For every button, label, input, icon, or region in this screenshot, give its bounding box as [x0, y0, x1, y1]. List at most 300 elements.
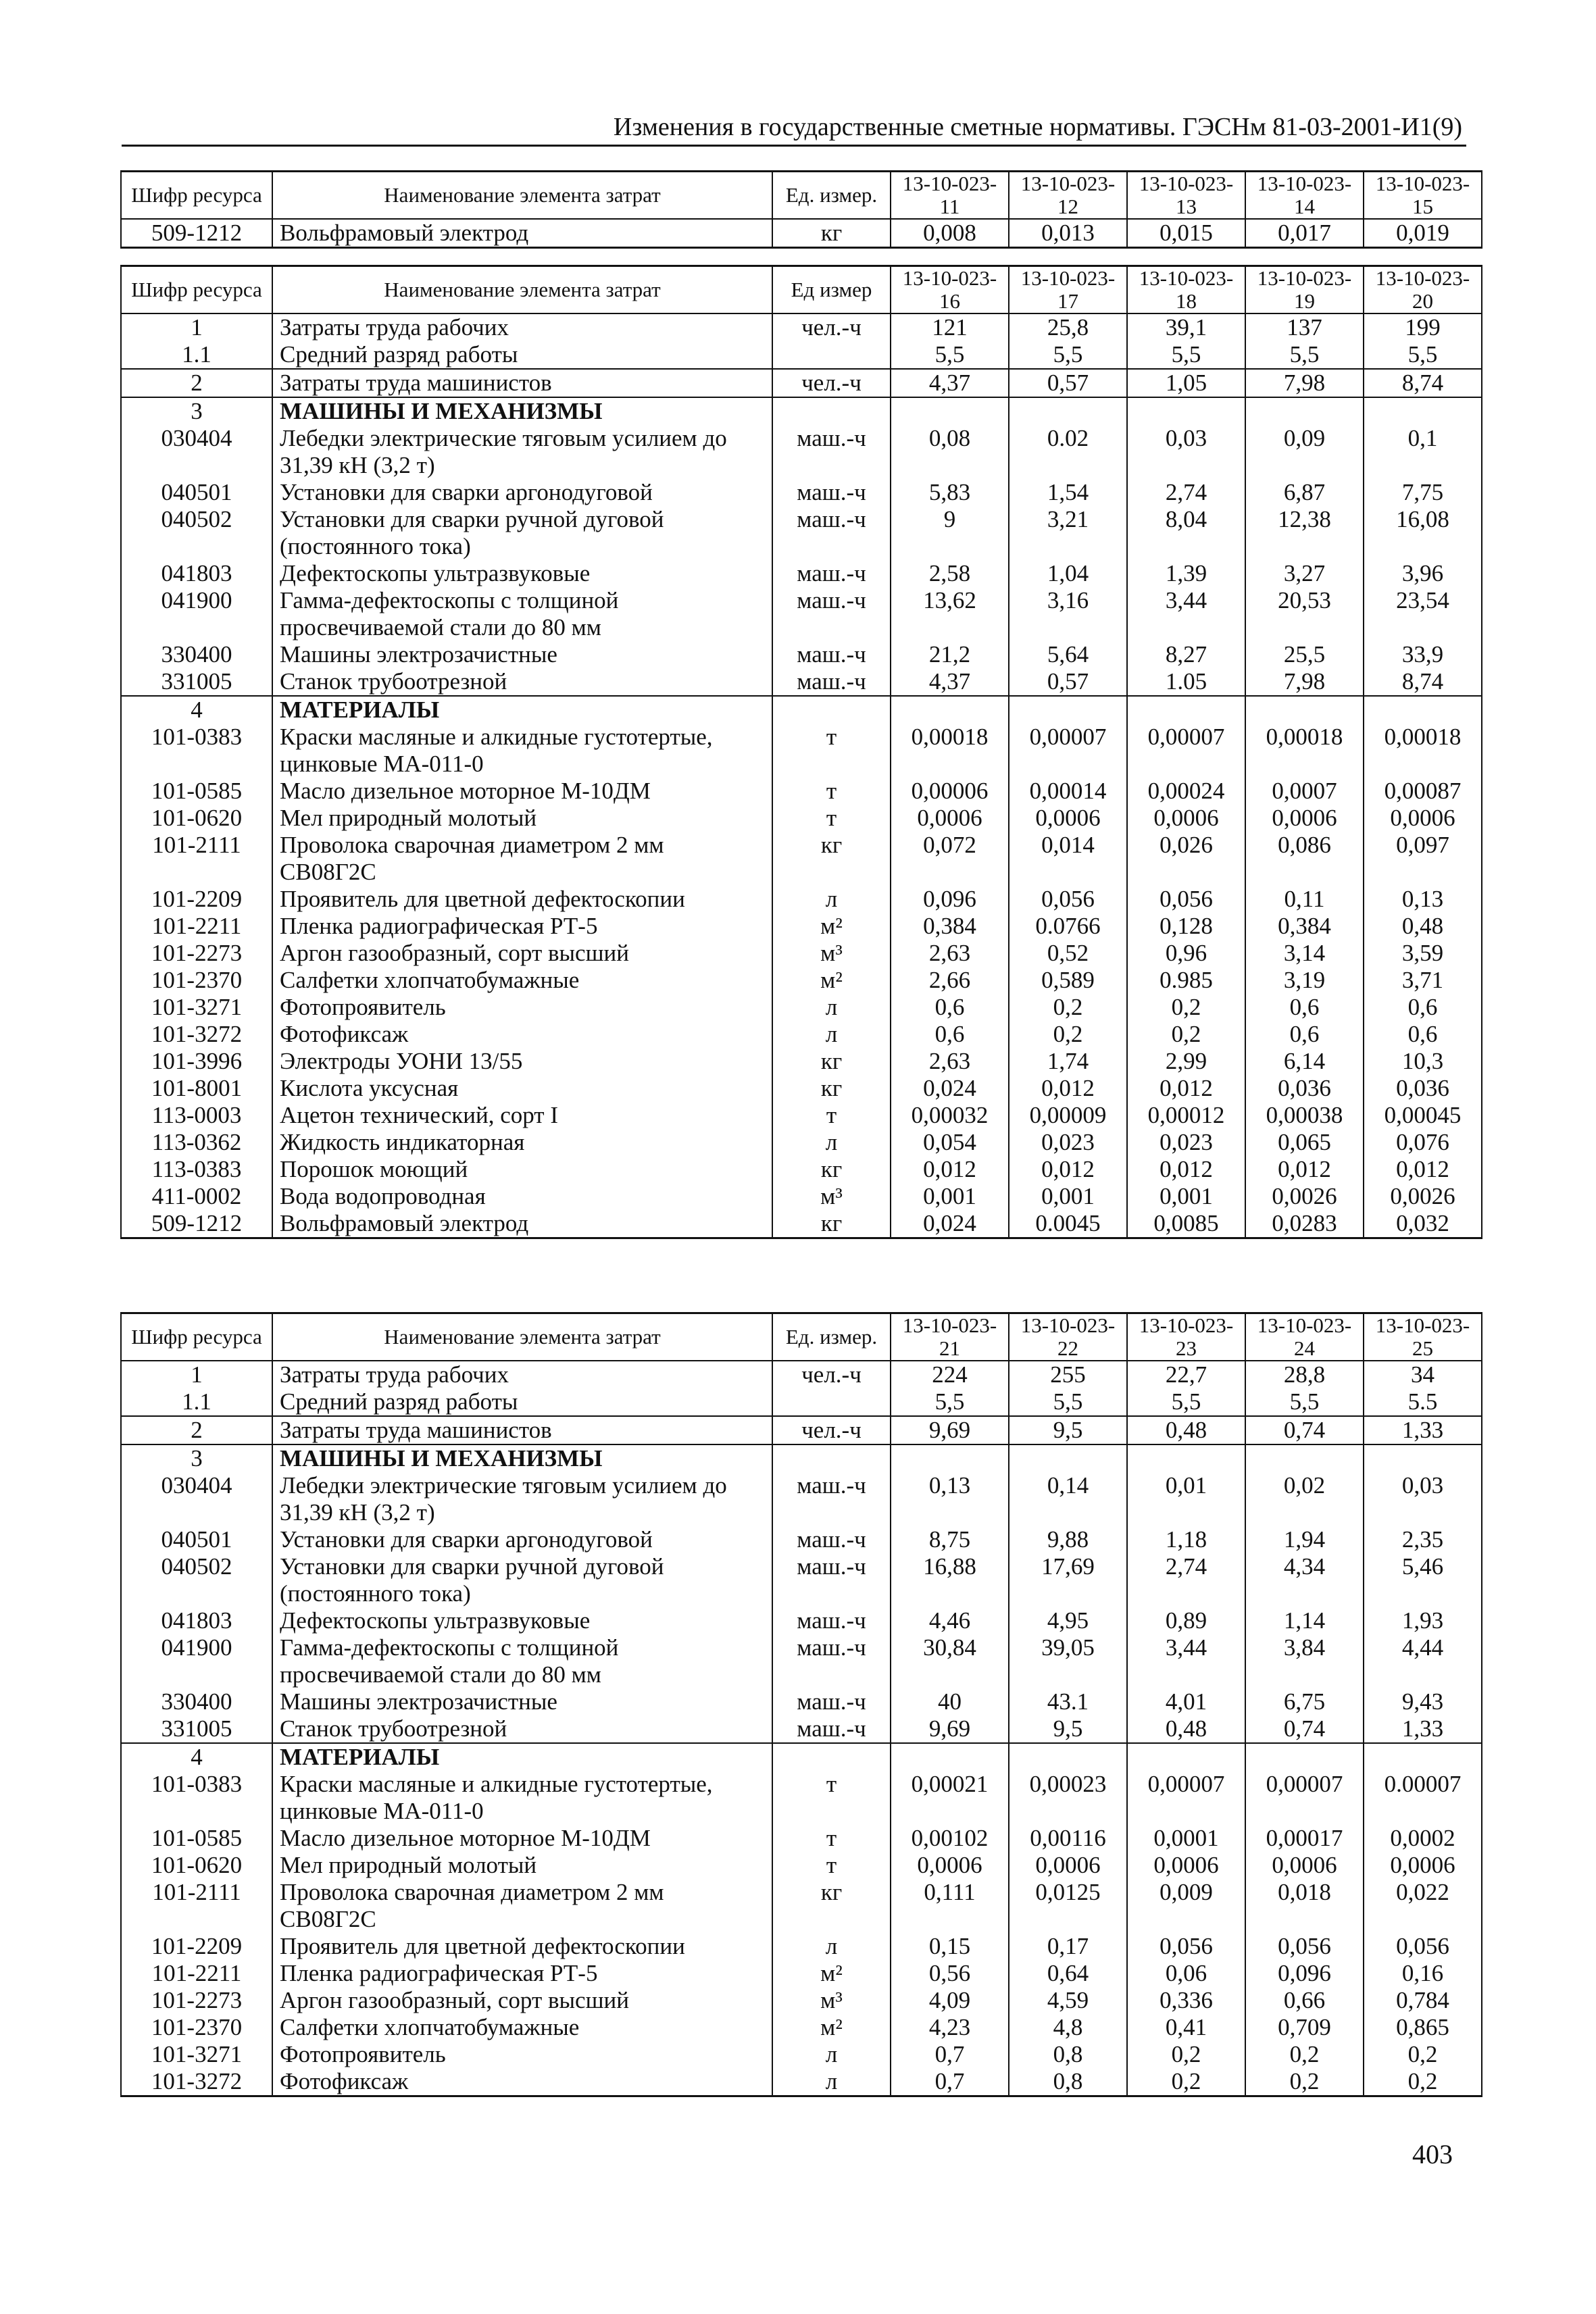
resource-name: Аргон газообразный, сорт высший: [272, 1987, 772, 2014]
norm-value: 0,056: [1009, 886, 1127, 913]
norm-value: 9: [891, 506, 1009, 560]
resource-code: 1: [121, 1361, 272, 1388]
resource-code: 101-2111: [121, 1879, 272, 1933]
norm-value: 0,02: [1245, 1472, 1364, 1526]
resource-code: 1.1: [121, 1388, 272, 1416]
norm-value: 0,097: [1364, 832, 1482, 886]
resource-unit: маш.-ч: [772, 560, 891, 587]
resource-name: Затраты труда машинистов: [272, 1416, 772, 1444]
norm-value: 0,012: [1009, 1156, 1127, 1183]
norm-value: 5,5: [1009, 341, 1127, 369]
norm-value: [891, 1743, 1009, 1771]
norm-value: 0,056: [1364, 1933, 1482, 1960]
norm-value: 0,709: [1245, 2014, 1364, 2041]
norm-value: 0,41: [1127, 2014, 1245, 2041]
norm-value: 1,74: [1009, 1048, 1127, 1075]
norm-value: 1,18: [1127, 1526, 1245, 1553]
resource-unit: [772, 1444, 891, 1472]
header-name: Наименование элемента затрат: [272, 1313, 772, 1361]
norm-value: 0,086: [1245, 832, 1364, 886]
norm-value: 0,03: [1127, 425, 1245, 479]
resource-unit: маш.-ч: [772, 506, 891, 560]
resource-code: 113-0003: [121, 1102, 272, 1129]
resource-code: 330400: [121, 641, 272, 668]
norm-value: 3,16: [1009, 587, 1127, 641]
norm-value: [1364, 696, 1482, 724]
table-row: [121, 2068, 1482, 2096]
norm-value: 0,00014: [1009, 778, 1127, 805]
norm-value: 6,14: [1245, 1048, 1364, 1075]
resource-code: 041900: [121, 587, 272, 641]
norm-value: 0,00007: [1127, 724, 1245, 778]
norm-value: 0,0006: [891, 1852, 1009, 1879]
resource-unit: т: [772, 805, 891, 832]
norm-value: 0,8: [1009, 2041, 1127, 2068]
header-code: Шифр ресурса: [121, 1313, 272, 1361]
norm-value: 1,33: [1364, 1715, 1482, 1743]
norm-value: 0,01: [1127, 1472, 1245, 1526]
table-row: [121, 1526, 1482, 1553]
resource-unit: м³: [772, 1987, 891, 2014]
norm-value: [1245, 1743, 1364, 1771]
resource-unit: [772, 341, 891, 369]
resource-code: 101-0585: [121, 778, 272, 805]
norm-value: 1,39: [1127, 560, 1245, 587]
resource-unit: кг: [772, 1210, 891, 1238]
norm-value: 43.1: [1009, 1688, 1127, 1715]
resource-name: Средний разряд работы: [272, 341, 772, 369]
norm-value: 0,8: [1009, 2068, 1127, 2096]
resource-unit: маш.-ч: [772, 1526, 891, 1553]
norm-value: 0,00018: [1364, 724, 1482, 778]
header-norm-code: 13-10-023-15: [1364, 172, 1482, 220]
table-row: [121, 313, 1482, 341]
norm-value: 40: [891, 1688, 1009, 1715]
resource-unit: чел.-ч: [772, 313, 891, 341]
norm-value: 0.02: [1009, 425, 1127, 479]
resource-code: 101-2370: [121, 2014, 272, 2041]
norm-value: [1127, 1444, 1245, 1472]
resource-unit: маш.-ч: [772, 1688, 891, 1715]
norm-value: 0,09: [1245, 425, 1364, 479]
norm-value: 0,0026: [1364, 1183, 1482, 1210]
resource-name: Салфетки хлопчатобумажные: [272, 967, 772, 994]
resource-code: 113-0383: [121, 1156, 272, 1183]
norm-value: 0,018: [1245, 1879, 1364, 1933]
norm-value: 0,012: [1364, 1156, 1482, 1183]
resource-name: Проявитель для цветной дефектоскопии: [272, 886, 772, 913]
norm-value: 0,2: [1364, 2041, 1482, 2068]
norm-value: 0,012: [1009, 1075, 1127, 1102]
norm-value: 5,46: [1364, 1553, 1482, 1607]
norm-value: 4,8: [1009, 2014, 1127, 2041]
resource-name: Ацетон технический, сорт I: [272, 1102, 772, 1129]
resource-name: Гамма-дефектоскопы с толщиной просвечиваемой стали до 80 мм: [272, 587, 772, 641]
section-row: [121, 1743, 1482, 1771]
norm-value: 0,06: [1127, 1960, 1245, 1987]
resource-name: Кислота уксусная: [272, 1075, 772, 1102]
resource-code: 101-3271: [121, 994, 272, 1021]
resource-code: 101-0383: [121, 724, 272, 778]
norm-value: 0,7: [891, 2041, 1009, 2068]
norm-value: 7,98: [1245, 369, 1364, 397]
resource-name: Станок трубоотрезной: [272, 1715, 772, 1743]
table-row: [121, 668, 1482, 696]
norm-value: 0,6: [891, 994, 1009, 1021]
resource-name: Мел природный молотый: [272, 805, 772, 832]
table-row: [121, 940, 1482, 967]
resource-code: 101-8001: [121, 1075, 272, 1102]
resource-name: Установки для сварки ручной дуговой (постоянного тока): [272, 1553, 772, 1607]
header-norm-code: 13-10-023-19: [1245, 266, 1364, 314]
norm-value: 0,6: [891, 1021, 1009, 1048]
norm-value: 0,017: [1245, 219, 1364, 248]
norm-value: 3,71: [1364, 967, 1482, 994]
norm-value: 0,056: [1127, 886, 1245, 913]
norm-value: 0,00009: [1009, 1102, 1127, 1129]
norm-value: 0,13: [1364, 886, 1482, 913]
resource-code: 4: [121, 1743, 272, 1771]
resource-name: Пленка радиографическая РТ-5: [272, 913, 772, 940]
norm-value: 8,74: [1364, 369, 1482, 397]
norm-value: [1364, 1743, 1482, 1771]
norm-value: 5,5: [1009, 1388, 1127, 1416]
header-norm-code: 13-10-023-14: [1245, 172, 1364, 220]
norm-value: 7,75: [1364, 479, 1482, 506]
norm-value: 0,0006: [1009, 1852, 1127, 1879]
norm-value: 0,1: [1364, 425, 1482, 479]
resource-unit: л: [772, 1933, 891, 1960]
norm-value: 0,036: [1245, 1075, 1364, 1102]
norm-value: 0,74: [1245, 1416, 1364, 1444]
norm-value: 1,04: [1009, 560, 1127, 587]
norm-value: 0,00012: [1127, 1102, 1245, 1129]
resource-code: 101-2209: [121, 1933, 272, 1960]
resource-unit: кг: [772, 1048, 891, 1075]
norm-value: [1245, 397, 1364, 425]
norms-table-023-11-15: [120, 170, 1482, 249]
norm-value: 4,34: [1245, 1553, 1364, 1607]
table-row: [121, 1156, 1482, 1183]
header-name: Наименование элемента затрат: [272, 172, 772, 220]
norm-value: 121: [891, 313, 1009, 341]
resource-code: 030404: [121, 425, 272, 479]
norm-value: 12,38: [1245, 506, 1364, 560]
table-row: [121, 369, 1482, 397]
norm-value: 39,1: [1127, 313, 1245, 341]
norm-value: 0,0006: [1245, 805, 1364, 832]
norm-value: 0,15: [891, 1933, 1009, 1960]
resource-name: Вольфрамовый электрод: [272, 219, 772, 248]
table-row: [121, 1388, 1482, 1416]
resource-code: 101-2211: [121, 1960, 272, 1987]
table-row: [121, 886, 1482, 913]
table-row: [121, 724, 1482, 778]
norm-value: 3,44: [1127, 1634, 1245, 1688]
resource-unit: маш.-ч: [772, 425, 891, 479]
norm-value: 0,52: [1009, 940, 1127, 967]
norms-table-023-16-20: [120, 265, 1482, 1239]
resource-unit: [772, 1743, 891, 1771]
norm-value: 0,0006: [1127, 805, 1245, 832]
resource-name: Затраты труда рабочих: [272, 1361, 772, 1388]
norm-value: 3,14: [1245, 940, 1364, 967]
norm-value: 0,00018: [891, 724, 1009, 778]
resource-unit: т: [772, 1825, 891, 1852]
table-row: [121, 1472, 1482, 1526]
header-norm-code: 13-10-023-18: [1127, 266, 1245, 314]
norm-value: 0,6: [1245, 994, 1364, 1021]
norm-value: 5,64: [1009, 641, 1127, 668]
page-header-title: Изменения в государственные сметные нормативы. ГЭСНм 81-03-2001-И1(9): [613, 113, 1462, 141]
norm-value: 0,74: [1245, 1715, 1364, 1743]
section-row: [121, 696, 1482, 724]
norm-value: [1009, 696, 1127, 724]
resource-name: Порошок моющий: [272, 1156, 772, 1183]
table-row: [121, 1210, 1482, 1238]
norm-value: 0,0001: [1127, 1825, 1245, 1852]
norm-value: 0,96: [1127, 940, 1245, 967]
norm-value: 0,2: [1127, 2041, 1245, 2068]
resource-code: 330400: [121, 1688, 272, 1715]
norm-value: 0,096: [891, 886, 1009, 913]
resource-unit: маш.-ч: [772, 668, 891, 696]
norm-value: 0,13: [891, 1472, 1009, 1526]
norm-value: 0,2: [1127, 1021, 1245, 1048]
norm-value: 0,784: [1364, 1987, 1482, 2014]
norm-value: 0,015: [1127, 219, 1245, 248]
norm-value: 0.0045: [1009, 1210, 1127, 1238]
resource-code: 509-1212: [121, 219, 272, 248]
table-row: [121, 1634, 1482, 1688]
resource-code: 3: [121, 1444, 272, 1472]
norm-value: 0,009: [1127, 1879, 1245, 1933]
resource-unit: м²: [772, 1960, 891, 1987]
norm-value: 7,98: [1245, 668, 1364, 696]
table-row: [121, 1102, 1482, 1129]
resource-name: Масло дизельное моторное М-10ДМ: [272, 778, 772, 805]
resource-unit: [772, 696, 891, 724]
table-row: [121, 1129, 1482, 1156]
norm-value: 0,0006: [1009, 805, 1127, 832]
norm-value: 3,44: [1127, 587, 1245, 641]
norm-value: 0,2: [1245, 2041, 1364, 2068]
norm-value: 9,69: [891, 1715, 1009, 1743]
header-norm-code: 13-10-023-12: [1009, 172, 1127, 220]
resource-name: МАШИНЫ И МЕХАНИЗМЫ: [272, 397, 772, 425]
table-row: [121, 425, 1482, 479]
norm-value: 1,05: [1127, 369, 1245, 397]
norm-value: 0,6: [1364, 994, 1482, 1021]
norm-value: 0,589: [1009, 967, 1127, 994]
norm-value: [1127, 397, 1245, 425]
resource-code: 040502: [121, 506, 272, 560]
table-row: [121, 1416, 1482, 1444]
resource-name: Жидкость индикаторная: [272, 1129, 772, 1156]
norm-value: 0,48: [1127, 1416, 1245, 1444]
header-norm-code: 13-10-023-23: [1127, 1313, 1245, 1361]
norm-value: 0,012: [1245, 1156, 1364, 1183]
norm-value: 1,93: [1364, 1607, 1482, 1634]
norm-value: 0,056: [1245, 1933, 1364, 1960]
norm-value: 0,008: [891, 219, 1009, 248]
resource-code: 4: [121, 696, 272, 724]
norm-value: 4,59: [1009, 1987, 1127, 2014]
resource-code: 101-2211: [121, 913, 272, 940]
norm-value: 0.0766: [1009, 913, 1127, 940]
header-norm-code: 13-10-023-25: [1364, 1313, 1482, 1361]
resource-unit: т: [772, 724, 891, 778]
norm-value: 9,43: [1364, 1688, 1482, 1715]
header-code: Шифр ресурса: [121, 266, 272, 314]
table-row: [121, 1688, 1482, 1715]
table-header-row: [121, 172, 1482, 220]
resource-name: Салфетки хлопчатобумажные: [272, 2014, 772, 2041]
header-norm-code: 13-10-023-21: [891, 1313, 1009, 1361]
resource-code: 101-0585: [121, 1825, 272, 1852]
norm-value: 0,001: [891, 1183, 1009, 1210]
norm-value: 0,2: [1245, 2068, 1364, 2096]
norm-value: 5,5: [1127, 341, 1245, 369]
norm-value: 5,5: [1245, 1388, 1364, 1416]
resource-name: Лебедки электрические тяговым усилием до 31,39 кН (3,2 т): [272, 1472, 772, 1526]
resource-name: МАТЕРИАЛЫ: [272, 696, 772, 724]
norm-value: 0,0283: [1245, 1210, 1364, 1238]
resource-unit: маш.-ч: [772, 1607, 891, 1634]
table-row: [121, 506, 1482, 560]
norm-value: 5,5: [1364, 341, 1482, 369]
resource-unit: т: [772, 778, 891, 805]
resource-name: Средний разряд работы: [272, 1388, 772, 1416]
norm-value: 224: [891, 1361, 1009, 1388]
resource-unit: [772, 397, 891, 425]
resource-name: Машины электрозачистные: [272, 1688, 772, 1715]
resource-code: 411-0002: [121, 1183, 272, 1210]
resource-code: 040501: [121, 479, 272, 506]
table-row: [121, 1987, 1482, 2014]
resource-code: 3: [121, 397, 272, 425]
norm-value: 0,0006: [1364, 805, 1482, 832]
table-row: [121, 1825, 1482, 1852]
norm-value: [1009, 397, 1127, 425]
norm-value: 0,00024: [1127, 778, 1245, 805]
table-row: [121, 560, 1482, 587]
resource-unit: маш.-ч: [772, 1715, 891, 1743]
norm-value: 1,14: [1245, 1607, 1364, 1634]
norm-value: 2,58: [891, 560, 1009, 587]
norm-value: [1245, 696, 1364, 724]
norm-value: 5.5: [1364, 1388, 1482, 1416]
resource-name: Электроды УОНИ 13/55: [272, 1048, 772, 1075]
norm-value: 0,00032: [891, 1102, 1009, 1129]
resource-name: Лебедки электрические тяговым усилием до 31,39 кН (3,2 т): [272, 425, 772, 479]
norm-value: [1245, 1444, 1364, 1472]
norm-value: 0,111: [891, 1879, 1009, 1933]
resource-unit: кг: [772, 832, 891, 886]
table-row: [121, 641, 1482, 668]
norm-value: 4,37: [891, 668, 1009, 696]
resource-unit: кг: [772, 219, 891, 248]
norm-value: 0,0006: [1364, 1852, 1482, 1879]
norm-value: 0,89: [1127, 1607, 1245, 1634]
norm-value: 3,19: [1245, 967, 1364, 994]
norm-value: 0,014: [1009, 832, 1127, 886]
table-row: [121, 479, 1482, 506]
norm-value: 0,6: [1245, 1021, 1364, 1048]
norm-value: [1364, 397, 1482, 425]
norm-value: 8,27: [1127, 641, 1245, 668]
resource-name: Фотопроявитель: [272, 2041, 772, 2068]
resource-code: 101-2209: [121, 886, 272, 913]
norm-value: 9,88: [1009, 1526, 1127, 1553]
resource-unit: л: [772, 886, 891, 913]
resource-code: 041900: [121, 1634, 272, 1688]
norm-value: [1009, 1743, 1127, 1771]
resource-name: Затраты труда рабочих: [272, 313, 772, 341]
resource-unit: л: [772, 2068, 891, 2096]
table-row: [121, 832, 1482, 886]
norm-value: 2,66: [891, 967, 1009, 994]
norm-value: 0,012: [891, 1156, 1009, 1183]
norm-value: 0,0085: [1127, 1210, 1245, 1238]
norm-value: 0,11: [1245, 886, 1364, 913]
norm-value: 137: [1245, 313, 1364, 341]
norm-value: 21,2: [891, 641, 1009, 668]
norm-value: 0,096: [1245, 1960, 1364, 1987]
norm-value: 39,05: [1009, 1634, 1127, 1688]
resource-code: 101-0383: [121, 1771, 272, 1825]
norm-value: 0,384: [1245, 913, 1364, 940]
resource-name: Краски масляные и алкидные густотертые, цинковые МА-011-0: [272, 724, 772, 778]
resource-unit: м²: [772, 913, 891, 940]
norm-value: 0,00087: [1364, 778, 1482, 805]
norm-value: 8,75: [891, 1526, 1009, 1553]
header-unit: Ед. измер.: [772, 172, 891, 220]
table-header-row: [121, 1313, 1482, 1361]
norm-value: 0,023: [1009, 1129, 1127, 1156]
norm-value: 33,9: [1364, 641, 1482, 668]
resource-name: МАТЕРИАЛЫ: [272, 1743, 772, 1771]
norm-value: 0,48: [1364, 913, 1482, 940]
norm-value: 0,2: [1009, 1021, 1127, 1048]
table-header-row: [121, 266, 1482, 314]
resource-unit: л: [772, 1129, 891, 1156]
resource-name: Проявитель для цветной дефектоскопии: [272, 1933, 772, 1960]
norm-value: 6,87: [1245, 479, 1364, 506]
table-row: [121, 1021, 1482, 1048]
resource-name: Краски масляные и алкидные густотертые, цинковые МА-011-0: [272, 1771, 772, 1825]
norm-value: 0,019: [1364, 219, 1482, 248]
norm-value: 0,024: [891, 1075, 1009, 1102]
norm-value: 1.05: [1127, 668, 1245, 696]
norm-value: 5,5: [891, 341, 1009, 369]
norm-value: 0,2: [1127, 994, 1245, 1021]
table-row: [121, 967, 1482, 994]
table-row: [121, 1852, 1482, 1879]
resource-name: Фотофиксаж: [272, 2068, 772, 2096]
norm-value: 9,5: [1009, 1416, 1127, 1444]
norm-value: 0,03: [1364, 1472, 1482, 1526]
norm-value: [1364, 1444, 1482, 1472]
norm-value: 0,2: [1127, 2068, 1245, 2096]
table-row: [121, 1048, 1482, 1075]
resource-code: 101-3996: [121, 1048, 272, 1075]
norm-value: 0,57: [1009, 668, 1127, 696]
norm-value: 0,17: [1009, 1933, 1127, 1960]
resource-code: 331005: [121, 1715, 272, 1743]
norm-value: 0,00007: [1127, 1771, 1245, 1825]
norm-value: 0,0002: [1364, 1825, 1482, 1852]
